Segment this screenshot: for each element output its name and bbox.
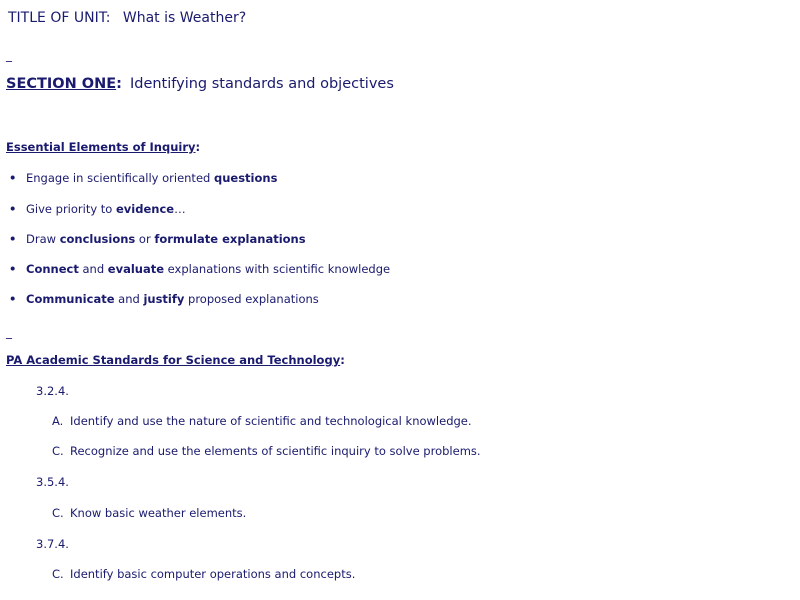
inquiry-heading <box>6 140 200 154</box>
section-one-text: Identifying standards and objectives <box>129 76 394 92</box>
inquiry-list-item <box>9 262 390 276</box>
standard-item <box>52 567 355 581</box>
item-text: … <box>174 202 186 216</box>
inquiry-list-item <box>9 232 306 246</box>
bold-term: evidence <box>116 202 175 216</box>
standard-code: 3.7.4. <box>36 537 69 551</box>
bullet-icon: • <box>9 171 17 185</box>
item-text: Draw <box>26 232 60 246</box>
standard-item-text: Identify basic computer operations and concepts. <box>70 567 356 581</box>
inquiry-list-item <box>9 202 186 216</box>
bold-term: questions <box>213 171 278 185</box>
pa-standards-heading-colon: : <box>340 353 345 367</box>
section-one-colon: : <box>116 76 122 92</box>
bold-term: Communicate <box>26 292 115 306</box>
unit-title <box>8 10 246 26</box>
item-text: or <box>135 232 155 246</box>
separator-mark: _ <box>6 325 12 339</box>
bold-term: conclusions <box>59 232 136 246</box>
standard-code: 3.5.4. <box>36 475 69 489</box>
inquiry-heading-text: Essential Elements of Inquiry <box>6 140 196 154</box>
inquiry-list-item <box>9 171 277 185</box>
unit-title-value: What is Weather? <box>122 10 247 26</box>
standard-item-letter: C. <box>52 506 64 520</box>
pa-standards-heading <box>6 353 345 367</box>
standard-item-letter: C. <box>52 567 64 581</box>
unit-title-label: TITLE OF UNIT: <box>8 10 111 26</box>
pa-standards-heading-text: PA Academic Standards for Science and Technology <box>6 353 341 367</box>
bold-term: justify <box>143 292 185 306</box>
item-text: and <box>78 262 108 276</box>
standard-code: 3.2.4. <box>36 384 69 398</box>
standard-item-text: Identify and use the nature of scientific and technological knowledge. <box>70 414 472 428</box>
bullet-icon: • <box>9 262 17 276</box>
bullet-icon: • <box>9 202 17 216</box>
bullet-icon: • <box>9 292 17 306</box>
standard-item <box>52 414 472 428</box>
bullet-icon: • <box>9 232 17 246</box>
section-one-heading <box>6 76 394 92</box>
inquiry-heading-colon: : <box>195 140 201 154</box>
item-text: and <box>114 292 144 306</box>
item-text: explanations with scientific knowledge <box>164 262 391 276</box>
separator-mark: _ <box>6 48 12 62</box>
item-text: Engage in scientifically oriented <box>26 171 214 185</box>
standard-item-letter: C. <box>52 444 64 458</box>
standard-item-text: Recognize and use the elements of scientific inquiry to solve problems. <box>70 444 481 458</box>
standard-item-text: Know basic weather elements. <box>70 506 247 520</box>
bold-term: Connect <box>26 262 79 276</box>
item-text: proposed explanations <box>184 292 319 306</box>
standard-item <box>52 444 481 458</box>
standard-item <box>52 506 246 520</box>
inquiry-list-item <box>9 292 319 306</box>
bold-term: formulate explanations <box>154 232 306 246</box>
bold-term: evaluate <box>107 262 165 276</box>
item-text: Give priority to <box>26 202 116 216</box>
standard-item-letter: A. <box>52 414 64 428</box>
section-one-label: SECTION ONE <box>6 76 117 92</box>
